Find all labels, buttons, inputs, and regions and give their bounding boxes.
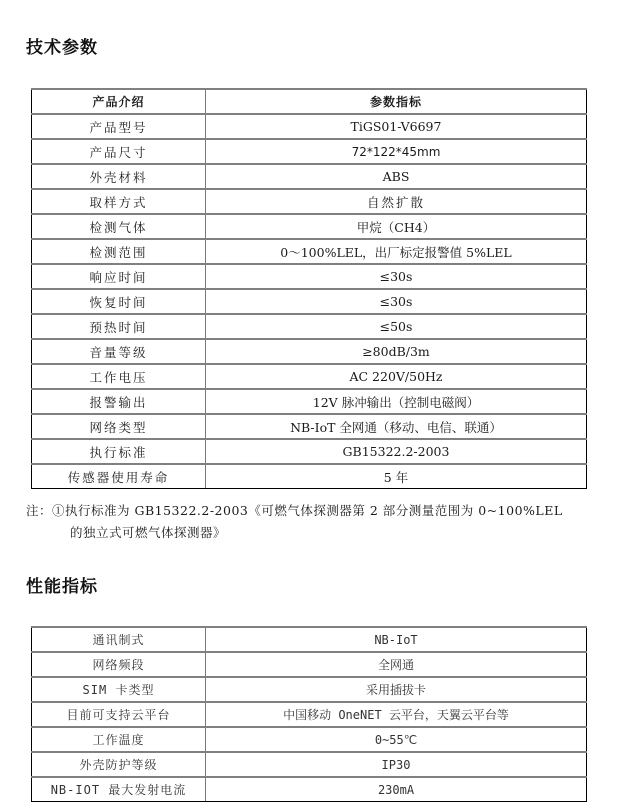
row-label: 产品尺寸 (32, 139, 206, 164)
row-label: 网络类型 (32, 414, 206, 439)
row-value: NB-IoT (206, 627, 587, 652)
row-label: 响应时间 (32, 264, 206, 289)
row-label: 外壳材料 (32, 164, 206, 189)
row-value: 230mA (206, 777, 587, 802)
row-label: 执行标准 (32, 439, 206, 464)
header-product-intro: 产品介绍 (32, 89, 206, 114)
header-param-spec: 参数指标 (206, 89, 587, 114)
row-value: 采用插拔卡 (206, 677, 587, 702)
row-value: 72*122*45mm (206, 139, 587, 164)
table-row (32, 389, 587, 414)
row-value: ≤50s (206, 314, 587, 339)
table-row (32, 627, 587, 652)
note-line-1: 注：①执行标准为 GB15322.2-2003《可燃气体探测器第 2 部分测量范围为 0~100%LEL (26, 503, 563, 518)
row-value: GB15322.2-2003 (206, 439, 587, 464)
row-label: 产品型号 (32, 114, 206, 139)
row-value: ≤30s (206, 289, 587, 314)
table-row (32, 264, 587, 289)
row-label: 预热时间 (32, 314, 206, 339)
row-value: ≤30s (206, 264, 587, 289)
table-row (32, 702, 587, 727)
table-row (32, 752, 587, 777)
table-row (32, 464, 587, 489)
table-row (32, 652, 587, 677)
row-label: 检测范围 (32, 239, 206, 264)
table-row (32, 777, 587, 802)
table-row (32, 364, 587, 389)
row-label: 恢复时间 (32, 289, 206, 314)
row-value: 全网通 (206, 652, 587, 677)
row-label: 网络频段 (32, 652, 206, 677)
table-row (32, 677, 587, 702)
standard-note (26, 500, 606, 544)
table-row (32, 314, 587, 339)
row-label: 工作电压 (32, 364, 206, 389)
row-value: TiGS01-V6697 (206, 114, 587, 139)
row-value: 0~55℃ (206, 727, 587, 752)
row-label: 传感器使用寿命 (32, 464, 206, 489)
table-row (32, 239, 587, 264)
table-row (32, 727, 587, 752)
table-row (32, 339, 587, 364)
table-row (32, 139, 587, 164)
table-row (32, 114, 587, 139)
section-title-performance: 性能指标 (26, 577, 98, 597)
tech-params-table (31, 88, 587, 489)
table-row (32, 164, 587, 189)
section-title-tech-params: 技术参数 (26, 38, 98, 58)
row-value: ABS (206, 164, 587, 189)
row-label: 取样方式 (32, 189, 206, 214)
row-label: 通讯制式 (32, 627, 206, 652)
row-value: ≥80dB/3m (206, 339, 587, 364)
row-value: 甲烷（CH4） (206, 214, 587, 239)
table-row (32, 414, 587, 439)
table-header-row (32, 89, 587, 114)
row-value: 5 年 (206, 464, 587, 489)
table-row (32, 189, 587, 214)
row-label: 报警输出 (32, 389, 206, 414)
table-row (32, 289, 587, 314)
row-label: 工作温度 (32, 727, 206, 752)
row-value: AC 220V/50Hz (206, 364, 587, 389)
row-value: NB-IoT 全网通（移动、电信、联通） (206, 414, 587, 439)
table-row (32, 439, 587, 464)
row-label: 外壳防护等级 (32, 752, 206, 777)
note-line-2: 的独立式可燃气体探测器》 (70, 525, 227, 540)
row-value: IP30 (206, 752, 587, 777)
row-label: 音量等级 (32, 339, 206, 364)
row-value: 0～100%LEL，出厂标定报警值 5%LEL (206, 239, 587, 264)
row-label: 目前可支持云平台 (32, 702, 206, 727)
table-row (32, 214, 587, 239)
row-value: 自然扩散 (206, 189, 587, 214)
row-value: 中国移动 OneNET 云平台，天翼云平台等 (206, 702, 587, 727)
performance-table (31, 626, 587, 802)
row-value: 12V 脉冲输出（控制电磁阀） (206, 389, 587, 414)
row-label: NB-IOT 最大发射电流 (32, 777, 206, 802)
row-label: 检测气体 (32, 214, 206, 239)
row-label: SIM 卡类型 (32, 677, 206, 702)
